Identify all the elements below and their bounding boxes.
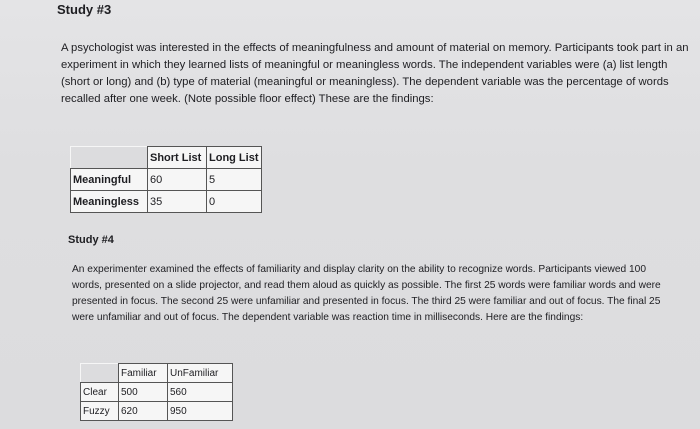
study-4-findings-table: [80, 363, 233, 421]
cell-value: 950: [168, 402, 233, 421]
study-3-title: Study #3: [57, 2, 112, 17]
row-label-fuzzy: Fuzzy: [81, 402, 119, 421]
header-familiar: Familiar: [119, 364, 168, 383]
cell-value: 35: [148, 191, 207, 213]
header-long-list: Long List: [207, 147, 262, 169]
study-4-title: Study #4: [68, 234, 114, 246]
table-corner-cell: [81, 364, 119, 383]
cell-value: 560: [168, 383, 233, 402]
table-header-row: [81, 364, 233, 383]
cell-value: 500: [119, 383, 168, 402]
cell-value: 60: [148, 169, 207, 191]
table-header-row: [71, 147, 262, 169]
header-short-list: Short List: [148, 147, 207, 169]
table-row: [81, 402, 233, 421]
table-corner-cell: [71, 147, 148, 169]
table-row: [71, 169, 262, 191]
table-row: [71, 191, 262, 213]
header-unfamiliar: UnFamiliar: [168, 364, 233, 383]
cell-value: 0: [207, 191, 262, 213]
table-row: [81, 383, 233, 402]
study-3-findings-table: [70, 146, 262, 213]
cell-value: 5: [207, 169, 262, 191]
row-label-clear: Clear: [81, 383, 119, 402]
cell-value: 620: [119, 402, 168, 421]
row-label-meaningless: Meaningless: [71, 191, 148, 213]
study-4-description: An experimenter examined the effects of familiarity and display clarity on the ability to recognize words. Participants viewed 100 words, presented on a slide projector, and read them aloud as quickly as possible. The first 25 words were familiar words and were presented in focus. The second 25 were unfamiliar and presented in focus. The third 25 were familiar and out of focus. The final 25 were unfamiliar and out of focus. The dependent variable was reaction time in milliseconds. Here are the findings:: [72, 264, 661, 323]
row-label-meaningful: Meaningful: [71, 169, 148, 191]
study-3-description: A psychologist was interested in the effects of meaningfulness and amount of material on memory. Participants took part in an experiment in which they learned lists of meaningful or meaningless words. The independent variables were (a) list length (short or long) and (b) type of material (meaningful or meaningless). The dependent variable was the percentage of words recalled after one week. (Note possible floor effect) These are the findings:: [61, 42, 689, 106]
